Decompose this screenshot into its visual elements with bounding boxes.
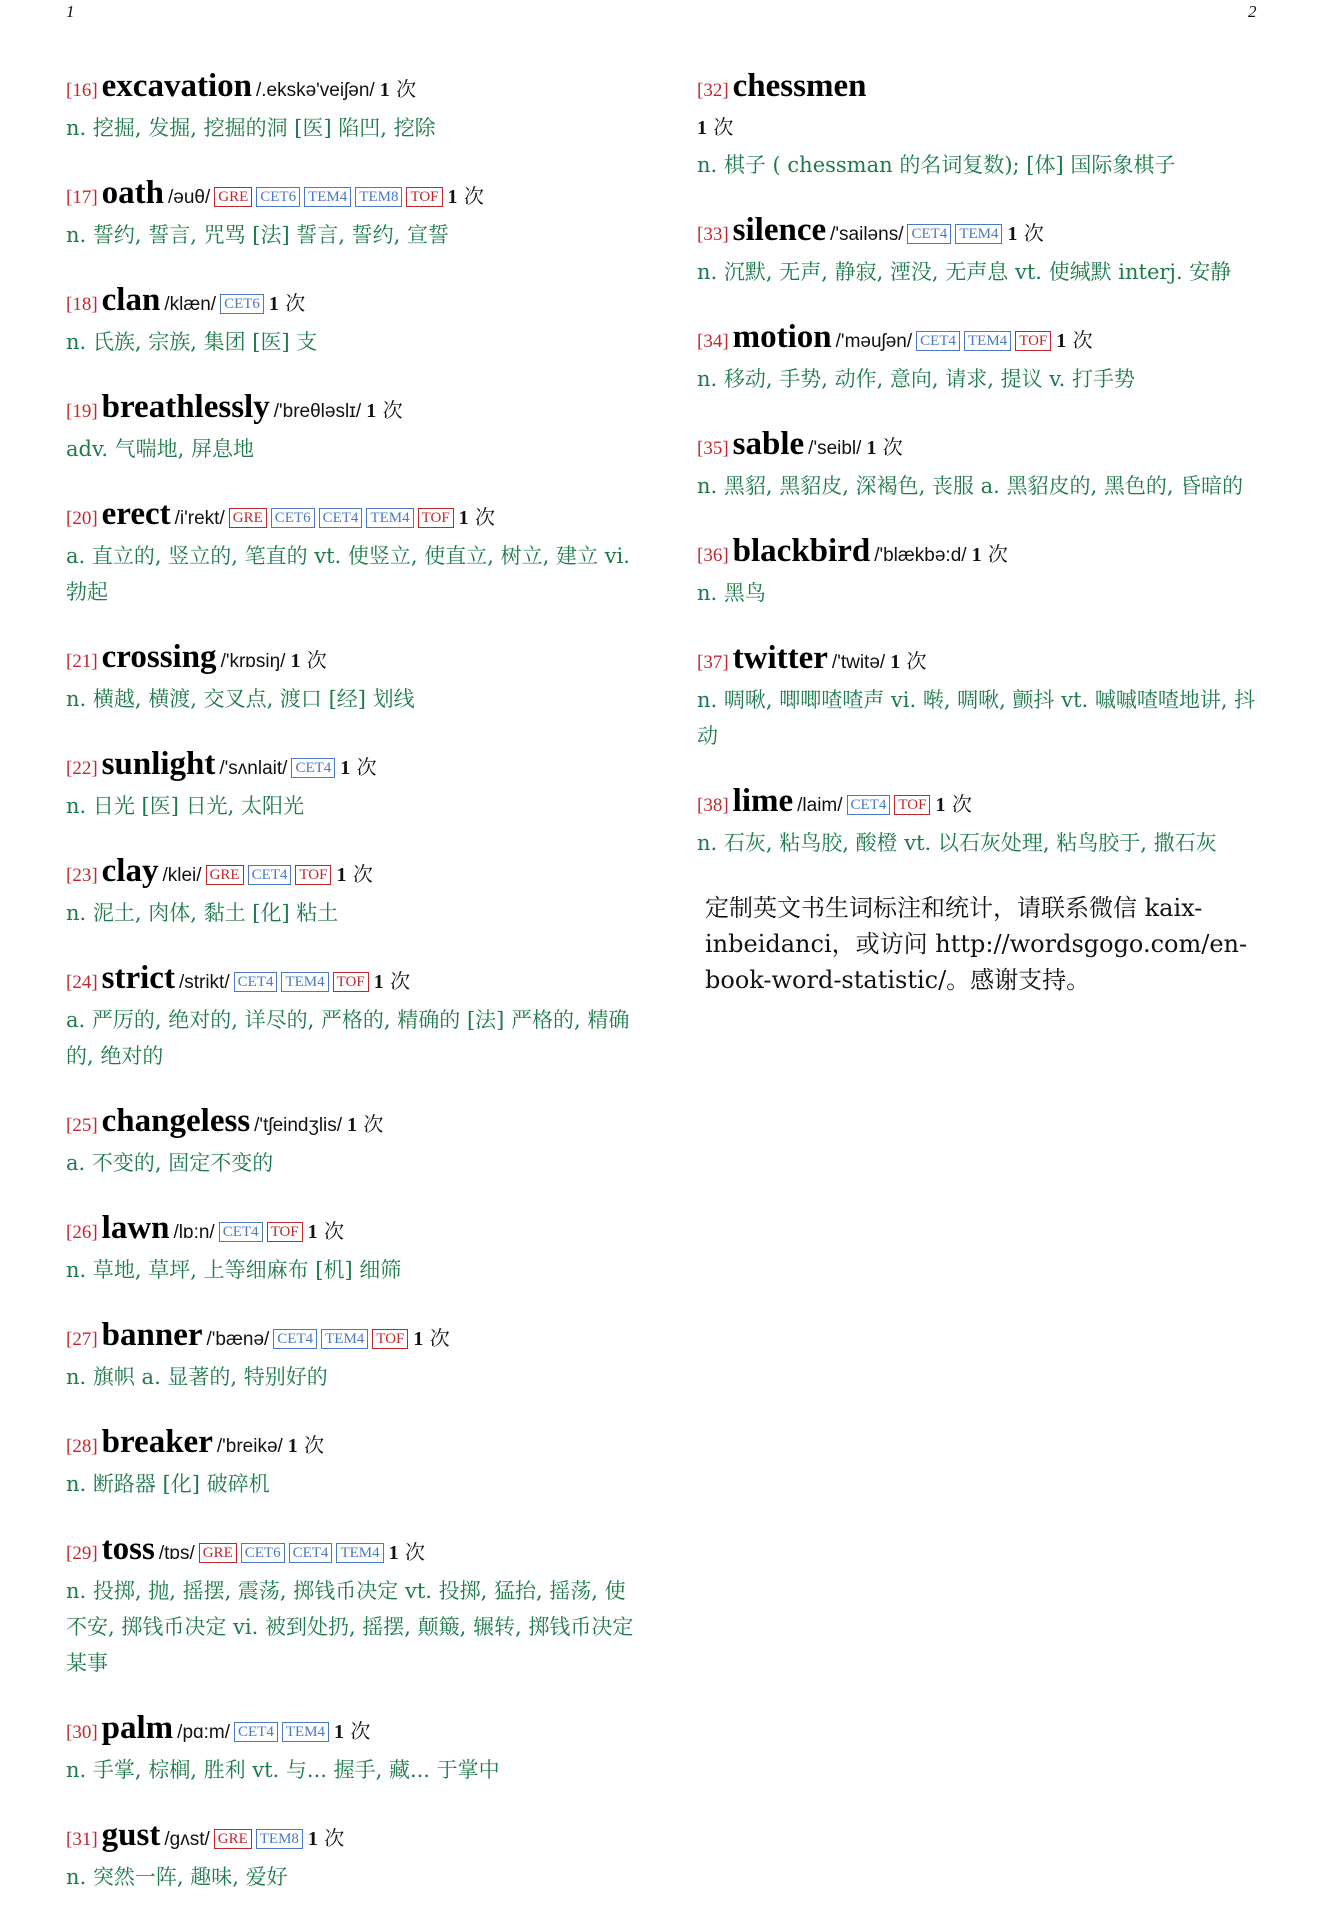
headword: lime [732,783,794,819]
phonetic: /'twitə/ [831,652,886,673]
definition: n. 泥土, 肉体, 黏土 [化] 粘土 [66,901,339,925]
headword: silence [732,212,827,248]
entry-index: [24] [66,972,98,993]
headword: lawn [101,1210,170,1246]
occurrence-count [459,505,495,529]
headword: sunlight [101,746,216,782]
phonetic: /pɑ:m/ [177,1722,230,1743]
count-number: 1 [336,864,347,886]
exam-tag: CET4 [234,972,278,992]
headword-line [66,282,646,323]
count-number: 1 [307,1221,318,1243]
exam-tag: TEM4 [336,1543,383,1563]
phonetic: /'sailəns/ [830,224,904,245]
phonetic: /.ekskə'veiʃən/ [255,80,375,101]
entry-index: [18] [66,294,98,315]
phonetic: /'krɒsiŋ/ [220,651,286,672]
definition: n. 石灰, 粘鸟胶, 酸橙 vt. 以石灰处理, 粘鸟胶于, 撒石灰 [697,831,1217,855]
count-number: 1 [935,794,946,816]
headword-line [66,1103,646,1144]
entry-index: [30] [66,1722,98,1743]
count-suffix: 次 [1072,328,1093,352]
entry-index: [23] [66,865,98,886]
headword-line [66,1710,646,1751]
entry-index: [31] [66,1829,98,1850]
exam-tag: CET4 [289,1543,333,1563]
headword: erect [101,496,171,532]
exam-tag: TEM4 [281,972,328,992]
occurrence-count [413,1326,449,1350]
phonetic: /əuθ/ [168,187,211,208]
exam-tag: TOF [418,508,454,528]
occurrence-count [935,792,971,816]
exam-tag: TOF [295,865,331,885]
count-suffix: 次 [304,1433,325,1457]
count-number: 1 [890,651,901,673]
count-suffix: 次 [363,1112,384,1136]
headword-line [66,1424,646,1465]
count-suffix: 次 [429,1326,450,1350]
definition: n. 黑鸟 [697,581,766,605]
count-number: 1 [388,1542,399,1564]
headword-line [66,1210,646,1251]
entry-index: [21] [66,651,98,672]
page-number-right: 2 [1248,2,1257,21]
count-number: 1 [290,650,301,672]
vocab-entry [66,960,646,1074]
occurrence-count [269,291,305,315]
phonetic: /klæn/ [164,294,217,315]
count-suffix: 次 [390,969,411,993]
right-entry-list [697,68,1269,861]
occurrence-count [290,648,326,672]
count-number: 1 [379,79,390,101]
occurrence-count [866,435,902,459]
count-number: 1 [268,293,279,315]
occurrence-count [340,755,376,779]
exam-tag: GRE [214,1829,252,1849]
headword-line [66,1317,646,1358]
phonetic: /i'rekt/ [174,508,225,529]
exam-tag: CET4 [248,865,292,885]
headword: banner [101,1317,203,1353]
occurrence-count-line [697,109,1269,146]
headword: breaker [101,1424,213,1460]
phonetic: /tɒs/ [158,1543,195,1564]
count-number: 1 [334,1721,344,1743]
count-number: 1 [458,507,469,529]
exam-tag: CET4 [847,795,891,815]
entry-index: [16] [66,80,98,101]
vocab-entry [66,1210,646,1288]
count-suffix: 次 [987,542,1008,566]
entry-index: [22] [66,758,98,779]
headword-line [697,533,1269,574]
occurrence-count [380,77,416,101]
entry-index: [37] [697,652,729,673]
count-suffix: 次 [475,505,496,529]
count-suffix: 次 [463,184,484,208]
definition: n. 旗帜 a. 显著的, 特别好的 [66,1365,328,1389]
occurrence-count [334,1719,370,1743]
exam-tag: TOF [372,1329,408,1349]
count-suffix: 次 [1023,221,1044,245]
entry-index: [19] [66,401,98,422]
count-suffix: 次 [285,291,306,315]
definition: n. 突然一阵, 趣味, 爱好 [66,1865,288,1889]
exam-tag: TOF [894,795,930,815]
vocab-entry [697,319,1269,397]
headword: excavation [101,68,252,104]
vocab-entry [697,640,1269,754]
occurrence-count [308,1219,344,1243]
exam-tag: TOF [1015,331,1051,351]
count-suffix: 次 [352,862,373,886]
headword-line [66,175,646,216]
phonetic: /'tʃeindʒlis/ [254,1115,343,1136]
definition: a. 不变的, 固定不变的 [66,1151,274,1175]
definition: n. 横越, 横渡, 交叉点, 渡口 [经] 划线 [66,687,415,711]
vocab-entry [66,1317,646,1395]
phonetic: /'məuʃən/ [835,331,913,352]
headword: blackbird [732,533,871,569]
count-suffix: 次 [951,792,972,816]
vocab-entry [66,282,646,360]
headword: clay [101,853,159,889]
occurrence-count [374,969,410,993]
count-number: 1 [287,1435,298,1457]
vocab-entry [697,426,1269,504]
exam-tag: TEM4 [321,1329,368,1349]
phonetic: /klei/ [162,865,202,886]
count-number: 1 [373,971,384,993]
headword-line [66,1531,646,1572]
occurrence-count [972,542,1008,566]
definition: n. 黑貂, 黑貂皮, 深褐色, 丧服 a. 黑貂皮的, 黑色的, 昏暗的 [697,474,1244,498]
entry-index: [28] [66,1436,98,1457]
occurrence-count [890,649,926,673]
vocab-entry [66,1531,646,1681]
definition: n. 日光 [医] 日光, 太阳光 [66,794,304,818]
entry-index: [20] [66,508,98,529]
headword-line [697,640,1269,681]
vocab-entry [697,533,1269,611]
vocab-entry [66,639,646,717]
count-number: 1 [413,1328,424,1350]
page-number-left: 1 [66,2,75,21]
headword: palm [101,1710,174,1746]
vocab-entry [66,853,646,931]
count-number: 1 [366,400,377,422]
headword: twitter [732,640,828,676]
exam-tag: TEM8 [355,187,402,207]
vocab-entry [66,175,646,253]
exam-tag: CET4 [916,331,960,351]
right-column [697,68,1269,998]
definition: n. 挖掘, 发掘, 挖掘的洞 [医] 陷凹, 挖除 [66,116,436,140]
headword-line [66,68,646,109]
count-number: 1 [307,1828,318,1850]
vocab-entry [697,212,1269,290]
exam-tag: GRE [199,1543,237,1563]
definition: n. 投掷, 抛, 摇摆, 震荡, 掷钱币决定 vt. 投掷, 猛抬, 摇荡, 使不安, 掷钱币决定 vi. 被到处扔, 摇摆, 颠簸, 辗转, 掷钱币决定某事 [66,1579,634,1675]
phonetic: /'blækbə:d/ [874,545,967,566]
definition: n. 草地, 草坪, 上等细麻布 [机] 细筛 [66,1258,402,1282]
entry-index: [35] [697,438,729,459]
definition: n. 氏族, 宗族, 集团 [医] 支 [66,330,318,354]
headword-line [66,746,646,787]
count-number: 1 [697,117,707,139]
occurrence-count [366,398,402,422]
vocab-entry [66,1817,646,1895]
count-suffix: 次 [350,1719,371,1743]
count-suffix: 次 [882,435,903,459]
exam-tag: TEM4 [366,508,413,528]
exam-tag: CET4 [219,1222,263,1242]
entry-index: [17] [66,187,98,208]
exam-tag: CET6 [271,508,315,528]
exam-tag: GRE [214,187,252,207]
definition: n. 誓约, 誓言, 咒骂 [法] 誓言, 誓约, 宣誓 [66,223,450,247]
count-number: 1 [347,1114,358,1136]
exam-tag: TEM4 [282,1722,329,1742]
entry-index: [25] [66,1115,98,1136]
phonetic: /laim/ [797,795,843,816]
exam-tag: TOF [333,972,369,992]
count-number: 1 [447,186,458,208]
occurrence-count [308,1826,344,1850]
exam-tag: TEM4 [304,187,351,207]
exam-tag: CET4 [273,1329,317,1349]
occurrence-count [448,184,484,208]
phonetic: /'bænə/ [206,1329,270,1350]
occurrence-count [288,1433,324,1457]
count-suffix: 次 [906,649,927,673]
vocab-entry [66,496,646,610]
headword: crossing [101,639,217,675]
occurrence-count [1056,328,1092,352]
headword-line [66,1817,646,1858]
exam-tag: CET6 [220,294,264,314]
exam-tag: TEM8 [256,1829,303,1849]
count-number: 1 [866,437,877,459]
definition: n. 沉默, 无声, 静寂, 湮没, 无声息 vt. 使缄默 interj. 安静 [697,260,1232,284]
definition: n. 移动, 手势, 动作, 意向, 请求, 提议 v. 打手势 [697,367,1136,391]
headword-line [66,389,646,430]
phonetic: /lɒ:n/ [173,1222,215,1243]
count-suffix: 次 [396,77,417,101]
exam-tag: CET4 [291,758,335,778]
exam-tag: TOF [406,187,442,207]
phonetic: /'breθləslɪ/ [273,401,362,422]
definition: adv. 气喘地, 屏息地 [66,437,255,461]
occurrence-count [347,1112,383,1136]
headword: oath [101,175,164,211]
headword: chessmen [732,68,867,104]
vocab-entry [66,1424,646,1502]
vocab-entry [697,783,1269,861]
count-suffix: 次 [324,1826,345,1850]
entry-index: [32] [697,80,729,101]
entry-index: [36] [697,545,729,566]
count-suffix: 次 [713,115,734,139]
headword: toss [101,1531,155,1567]
phonetic: /strikt/ [178,972,230,993]
count-number: 1 [1056,330,1067,352]
headword-line [66,496,646,537]
headword-line [66,639,646,680]
vocab-entry [66,389,646,467]
headword-line [697,212,1269,253]
exam-tag: CET4 [319,508,363,528]
headword: sable [732,426,805,462]
exam-tag: TEM4 [964,331,1011,351]
headword-line [66,853,646,894]
headword: gust [101,1817,161,1853]
exam-tag: TEM4 [955,224,1002,244]
entry-index: [27] [66,1329,98,1350]
headword-line [66,960,646,1001]
headword-line [697,426,1269,467]
entry-index: [33] [697,224,729,245]
headword-line [697,68,1269,109]
headword: changeless [101,1103,251,1139]
exam-tag: CET6 [241,1543,285,1563]
definition: n. 断路器 [化] 破碎机 [66,1472,270,1496]
definition: n. 啁啾, 唧唧喳喳声 vi. 啭, 啁啾, 颤抖 vt. 嘁嘁喳喳地讲, 抖动 [697,688,1256,748]
entry-index: [29] [66,1543,98,1564]
vocab-entry [697,68,1269,183]
vocab-entry [66,68,646,146]
entry-index: [34] [697,331,729,352]
count-suffix: 次 [404,1540,425,1564]
exam-tag: TOF [267,1222,303,1242]
exam-tag: CET6 [256,187,300,207]
definition: a. 直立的, 竖立的, 笔直的 vt. 使竖立, 使直立, 树立, 建立 vi. 勃起 [66,544,630,604]
phonetic: /'sʌnlait/ [219,758,288,779]
entry-index: [38] [697,795,729,816]
exam-tag: CET4 [234,1722,278,1742]
occurrence-count [389,1540,425,1564]
exam-tag: CET4 [907,224,951,244]
headword: breathlessly [101,389,270,425]
vocab-entry [66,1103,646,1181]
definition: a. 严厉的, 绝对的, 详尽的, 严格的, 精确的 [法] 严格的, 精确的, 绝对的 [66,1008,630,1068]
phonetic: /'breikə/ [216,1436,283,1457]
count-suffix: 次 [356,755,377,779]
vocab-entry [66,746,646,824]
headword: motion [732,319,832,355]
count-number: 1 [1007,223,1018,245]
phonetic: /gʌst/ [164,1829,210,1850]
occurrence-count [336,862,372,886]
occurrence-count [697,115,733,139]
count-suffix: 次 [324,1219,344,1243]
headword: clan [101,282,161,318]
vocab-entry [66,1710,646,1788]
count-suffix: 次 [382,398,403,422]
headword-line [697,319,1269,360]
exam-tag: GRE [206,865,244,885]
count-number: 1 [340,757,351,779]
count-number: 1 [971,544,982,566]
contact-note: 定制英文书生词标注和统计，请联系微信 kaix-inbeidanci，或访问 http://wordsgogo.com/en-book-word-statistic/。感谢支持。 [705,894,1248,994]
headword: strict [101,960,175,996]
left-column [66,68,646,1924]
headword-line [697,783,1269,824]
count-suffix: 次 [306,648,327,672]
definition: n. 棋子 ( chessman 的名词复数); [体] 国际象棋子 [697,153,1176,177]
entry-index: [26] [66,1222,98,1243]
phonetic: /'seibl/ [808,438,862,459]
definition: n. 手掌, 棕榈, 胜利 vt. 与... 握手, 藏... 于掌中 [66,1758,500,1782]
occurrence-count [1007,221,1043,245]
exam-tag: GRE [229,508,267,528]
